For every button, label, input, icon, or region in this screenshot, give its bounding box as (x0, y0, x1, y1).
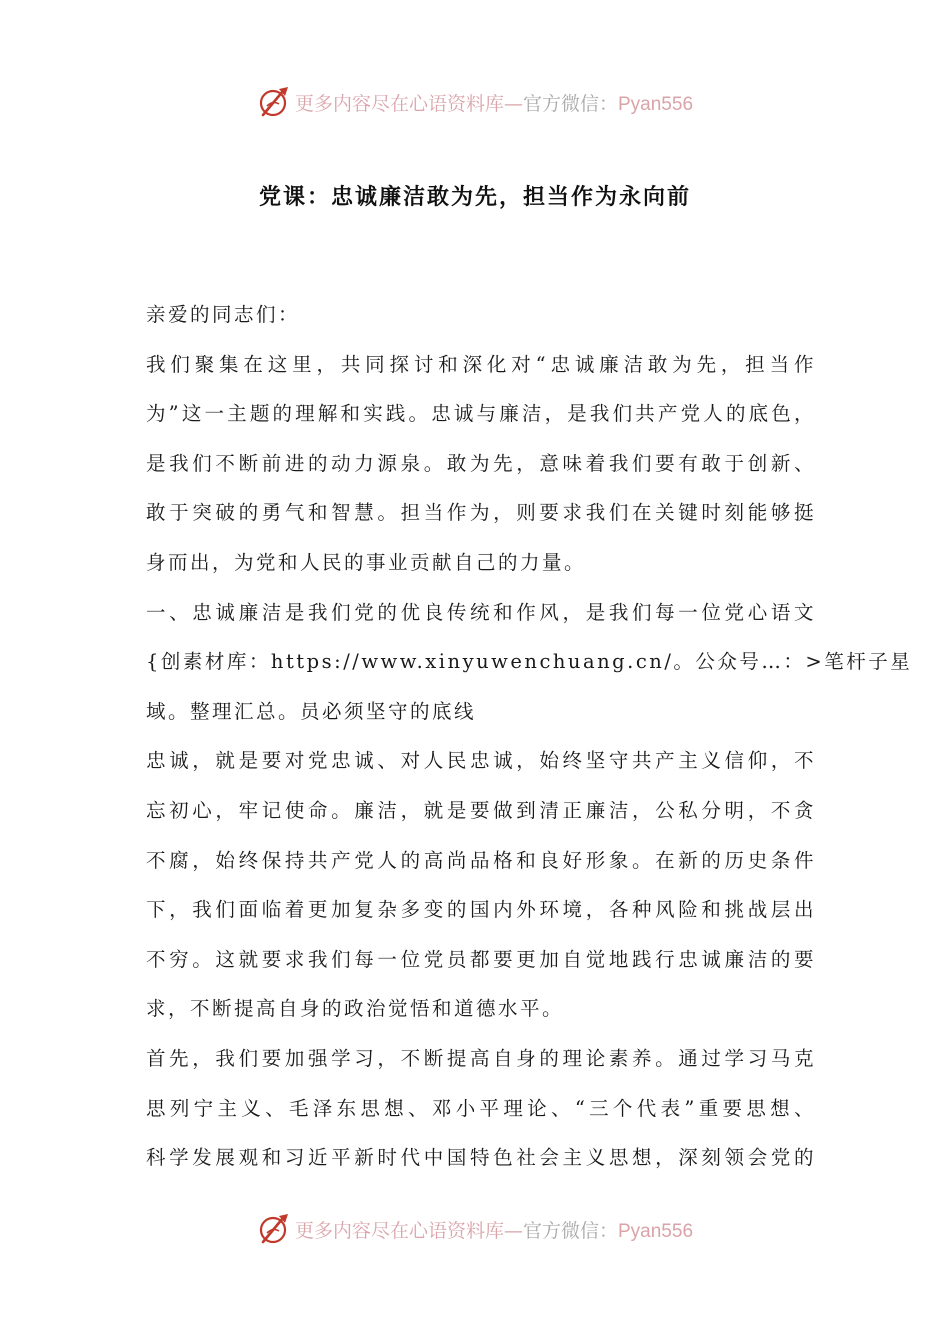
pen-logo-icon (257, 1212, 291, 1246)
footer-watermark-banner (0, 1209, 950, 1249)
text-line: 忠诚，就是要对党忠诚、对人民忠诚，始终坚守共产主义信仰，不 (146, 749, 816, 773)
text-line: 是我们不断前进的动力源泉。敢为先，意味着我们要有敢于创新、 (146, 451, 816, 475)
text-line: 不穷。这就要求我们每一位党员都要更加自觉地践行忠诚廉洁的要 (146, 947, 816, 971)
watermark-text (295, 1216, 693, 1243)
text-line: 思列宁主义、毛泽东思想、邓小平理论、“三个代表”重要思想、 (146, 1096, 816, 1120)
text-line: 不腐，始终保持共产党人的高尚品格和良好形象。在新的历史条件 (146, 848, 816, 872)
text-line: 我们聚集在这里，共同探讨和深化对“忠诚廉洁敢为先，担当作 (146, 352, 816, 376)
document-title: 党课：忠诚廉洁敢为先，担当作为永向前 (258, 185, 691, 210)
text-line: {创素材库：https://www.xinyuwenchuang.cn/。公众号…：>笔杆子星 (146, 650, 913, 674)
text-line: 一、忠诚廉洁是我们党的优良传统和作风，是我们每一位党心语文 (146, 600, 816, 624)
watermark-wechat-label: 官方微信： (522, 92, 618, 115)
text-line: 首先，我们要加强学习，不断提高自身的理论素养。通过学习马克 (146, 1046, 816, 1070)
watermark-wechat-id: Pyan556 (618, 93, 694, 115)
text-line: 下，我们面临着更加复杂多变的国内外环境，各种风险和挑战层出 (146, 898, 816, 922)
watermark-site-text: 更多内容尽在心语资料库— (294, 1219, 523, 1242)
text-line: 科学发展观和习近平新时代中国特色社会主义思想，深刻领会党的 (146, 1146, 816, 1170)
pen-logo-icon (257, 85, 291, 119)
watermark-site-text: 更多内容尽在心语资料库— (294, 92, 523, 115)
text-line: 求，不断提高自身的政治觉悟和道德水平。 (146, 997, 565, 1021)
header-watermark-banner (0, 82, 950, 122)
text-line: 敢于突破的勇气和智慧。担当作为，则要求我们在关键时刻能够挺 (146, 501, 816, 525)
text-line: 域。整理汇总。员必须坚守的底线 (146, 699, 477, 723)
watermark-wechat-label: 官方微信： (522, 1219, 618, 1242)
text-line: 身而出，为党和人民的事业贡献自己的力量。 (146, 550, 587, 574)
document-body (146, 290, 913, 1183)
watermark-wechat-id: Pyan556 (618, 1220, 694, 1242)
watermark-text (295, 89, 693, 116)
text-line: 为”这一主题的理解和实践。忠诚与廉洁，是我们共产党人的底色， (146, 402, 816, 426)
text-line: 亲爱的同志们： (146, 303, 301, 326)
text-line: 忘初心，牢记使命。廉洁，就是要做到清正廉洁，公私分明，不贪 (146, 798, 816, 822)
